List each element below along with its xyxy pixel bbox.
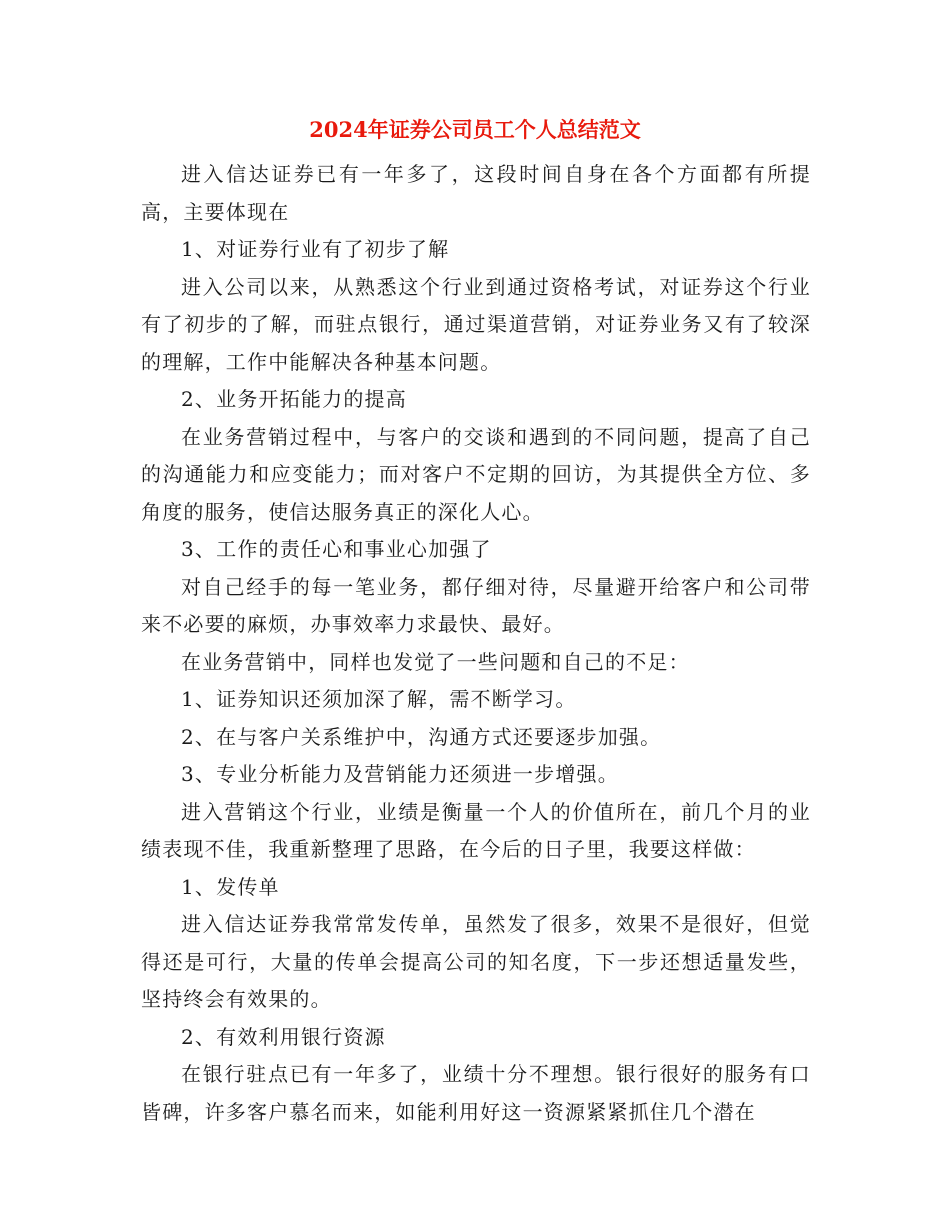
heading-industry-understanding: 1、对证券行业有了初步了解: [181, 237, 450, 261]
paragraph-responsibility: 对自己经手的每一笔业务，都仔细对待，尽量避开给客户和公司带来不必要的麻烦，办事效率力求最快、最好。: [141, 574, 811, 636]
paragraph-plan-intro: 进入营销这个行业，业绩是衡量一个人的价值所在，前几个月的业绩表现不佳，我重新整理了思路，在今后的日子里，我要这样做：: [141, 799, 811, 861]
paragraph-shortcomings-intro: 在业务营销中，同样也发觉了一些问题和自己的不足：: [181, 649, 690, 674]
heading-responsibility: 3、工作的责任心和事业心加强了: [181, 537, 492, 561]
paragraph-intro: 进入信达证券已有一年多了，这段时间自身在各个方面都有所提高，主要体现在: [141, 162, 811, 224]
document-body: [141, 156, 811, 1131]
paragraph-flyers: 进入信达证券我常常发传单，虽然发了很多，效果不是很好，但觉得还是可行，大量的传单会提高公司的知名度，下一步还想适量发些，坚持终会有效果的。: [141, 912, 811, 1011]
heading-bank-resources: 2、有效利用银行资源: [181, 1024, 386, 1049]
list-item-shortcoming-3: 3、专业分析能力及营销能力还须进一步增强。: [181, 762, 619, 786]
paragraph-bank-resources: 在银行驻点已有一年多了，业绩十分不理想。银行很好的服务有口皆碑，许多客户慕名而来，如能利用好这一资源紧紧抓住几个潜在: [141, 1062, 811, 1124]
list-item-shortcoming-2: 2、在与客户关系维护中，沟通方式还要逐步加强。: [181, 724, 662, 749]
document-title: 2024年证券公司员工个人总结范文: [309, 117, 641, 142]
paragraph-business-development: 在业务营销过程中，与客户的交谈和遇到的不同问题，提高了自己的沟通能力和应变能力；而对客户不定期的回访，为其提供全方位、多角度的服务，使信达服务真正的深化人心。: [141, 424, 811, 524]
heading-flyers: 1、发传单: [181, 874, 280, 899]
list-item-shortcoming-1: 1、证券知识还须加深了解，需不断学习。: [181, 687, 577, 711]
paragraph-industry-understanding: 进入公司以来，从熟悉这个行业到通过资格考试，对证券这个行业有了初步的了解，而驻点银行，通过渠道营销，对证券业务又有了较深的理解，工作中能解决各种基本问题。: [141, 274, 811, 374]
heading-business-development: 2、业务开拓能力的提高: [181, 387, 407, 411]
